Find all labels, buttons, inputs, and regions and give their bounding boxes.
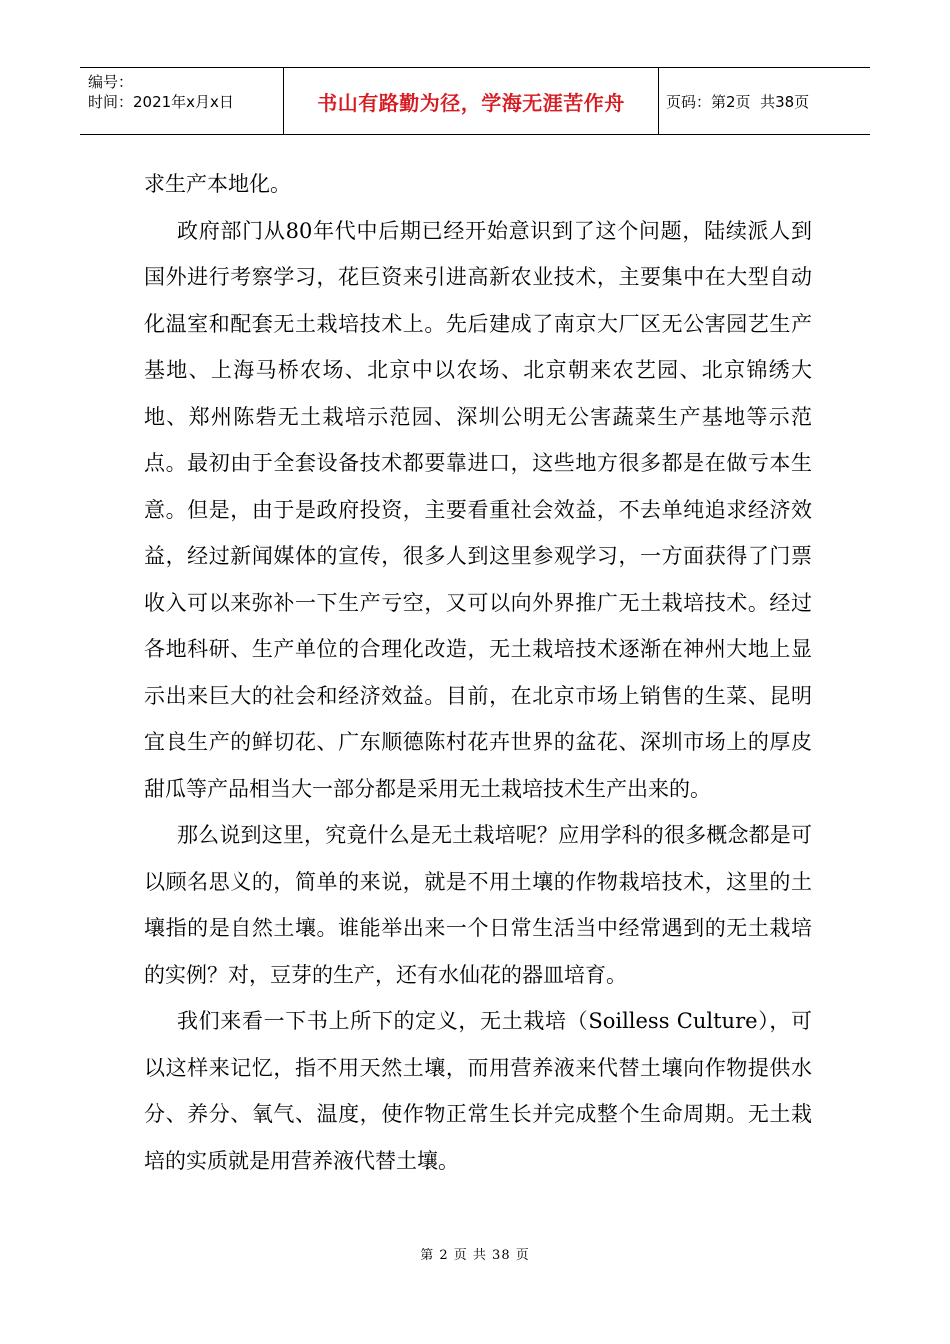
page-header: [80, 67, 870, 135]
header-page-info: 页码：第2页 共38页: [666, 92, 810, 111]
header-divider: [658, 68, 659, 134]
paragraph: 我们来看一下书上所下的定义，无土栽培（Soilless Culture），可以这样来记忆，指不用天然土壤，而用营养液来代替土壤向作物提供水分、养分、氧气、温度，使作物正常生长并完成整个生命周期。无土栽培的实质就是用营养液代替土壤。: [144, 1009, 812, 1173]
document-time-label: 时间：2021年x月x日: [88, 93, 234, 111]
paragraph: 那么说到这里，究竟什么是无土栽培呢？应用学科的很多概念都是可以顾名思义的，简单的来说，就是不用土壤的作物栽培技术，这里的土壤指的是自然土壤。谁能举出来一个日常生活当中经常遇到的无土栽培的实例？对，豆芽的生产，还有水仙花的器皿培育。: [144, 823, 812, 987]
document-body: [144, 161, 812, 1184]
document-number-label: 编号：: [88, 73, 134, 91]
paragraph-continuation: 求生产本地化。: [144, 172, 291, 196]
page-footer: 第 2 页 共 38 页: [420, 1248, 530, 1263]
header-meta: [88, 72, 234, 112]
paragraph: 政府部门从80年代中后期已经开始意识到了这个问题，陆续派人到国外进行考察学习，花巨资来引进高新农业技术，主要集中在大型自动化温室和配套无土栽培技术上。先后建成了南京大厂区无公害园艺生产基地、上海马桥农场、北京中以农场、北京朝来农艺园、北京锦绣大地、郑州陈砦无土栽培示范园、深圳公明无公害蔬菜生产基地等示范点。最初由于全套设备技术都要靠进口，这些地方很多都是在做亏本生意。但是，由于是政府投资，主要看重社会效益，不去单纯追求经济效益，经过新闻媒体的宣传，很多人到这里参观学习，一方面获得了门票收入可以来弥补一下生产亏空，又可以向外界推广无土栽培技术。经过各地科研、生产单位的合理化改造，无土栽培技术逐渐在神州大地上显示出来巨大的社会和经济效益。目前，在北京市场上销售的生菜、昆明宜良生产的鲜切花、广东顺德陈村花卉世界的盆花、深圳市场上的厚皮甜瓜等产品相当大一部分都是采用无土栽培技术生产出来的。: [144, 218, 812, 801]
header-slogan: 书山有路勤为径，学海无涯苦作舟: [317, 90, 625, 115]
